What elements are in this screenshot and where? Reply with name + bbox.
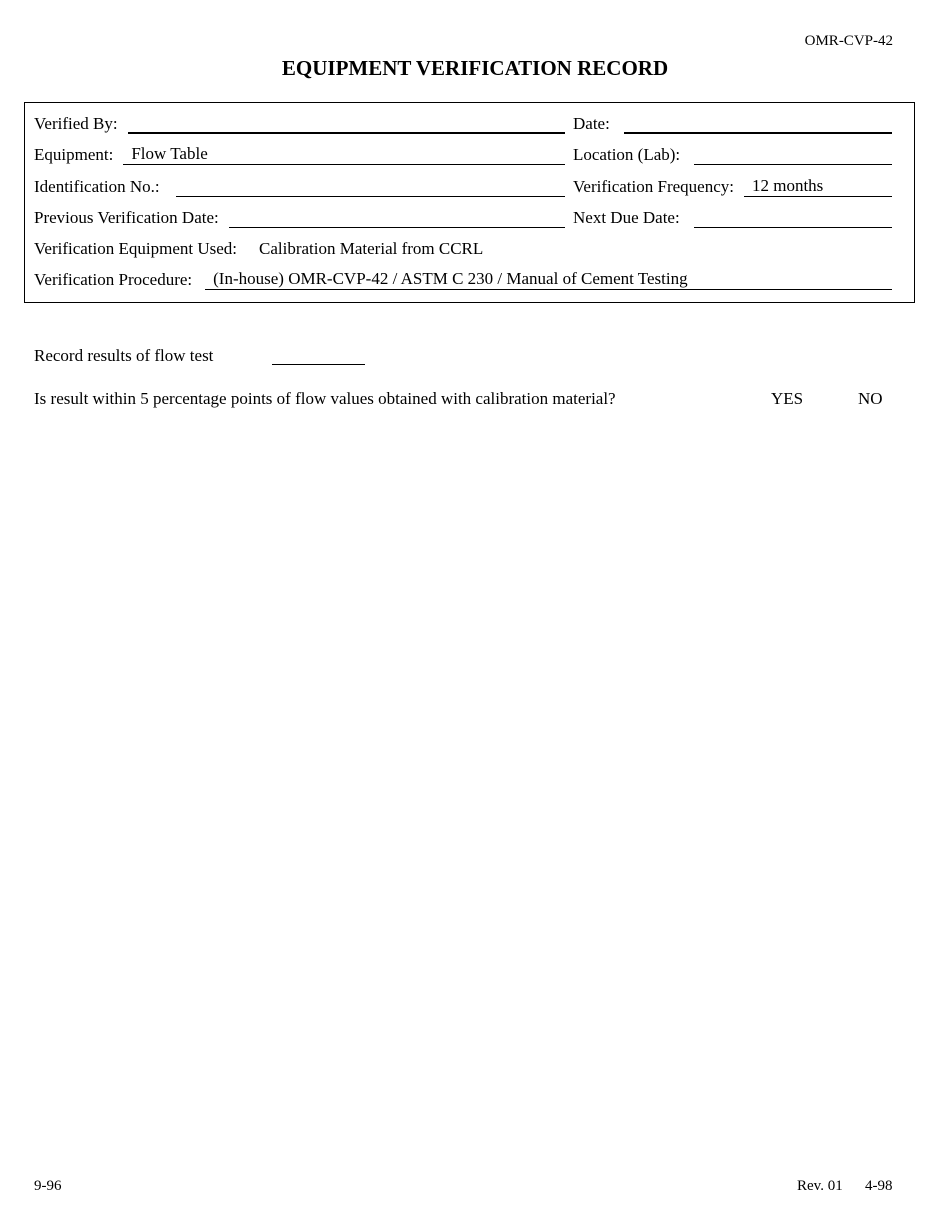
procedure-field[interactable]: (In-house) OMR-CVP-42 / ASTM C 230 / Manual of Cement Testing	[205, 269, 892, 290]
location-label: Location (Lab):	[573, 145, 681, 164]
equipment-used-value: Calibration Material from CCRL	[259, 239, 484, 258]
frequency-label: Verification Frequency:	[573, 177, 734, 196]
date-row	[573, 114, 892, 134]
frequency-row	[573, 177, 892, 197]
flow-test-label: Record results of flow test	[34, 346, 214, 365]
equipment-row	[34, 145, 565, 165]
footer-code: 9-96	[34, 1178, 62, 1194]
previous-date-field[interactable]	[229, 207, 565, 228]
no-option[interactable]: NO	[858, 389, 883, 408]
next-due-field[interactable]	[694, 207, 892, 228]
revision-number: Rev. 01	[797, 1178, 843, 1194]
location-row	[573, 145, 892, 165]
identification-row	[34, 177, 565, 197]
identification-label: Identification No.:	[34, 177, 160, 196]
flow-test-field[interactable]	[272, 363, 365, 365]
previous-date-row	[34, 208, 565, 228]
form-code: OMR-CVP-42	[804, 33, 893, 49]
equipment-used-row	[34, 239, 892, 259]
page-title: EQUIPMENT VERIFICATION RECORD	[281, 56, 669, 80]
equipment-field[interactable]: Flow Table	[123, 144, 565, 165]
next-due-label: Next Due Date:	[573, 208, 680, 227]
procedure-label: Verification Procedure:	[34, 270, 193, 289]
location-field[interactable]	[694, 144, 892, 165]
yes-option[interactable]: YES	[771, 389, 804, 408]
equipment-used-label: Verification Equipment Used:	[34, 239, 238, 258]
date-label: Date:	[573, 114, 610, 133]
verified-by-row	[34, 114, 565, 134]
next-due-row	[573, 208, 892, 228]
procedure-row	[34, 270, 892, 290]
revision-date: 4-98	[865, 1178, 893, 1194]
frequency-field[interactable]: 12 months	[744, 176, 892, 197]
verified-by-field[interactable]	[128, 112, 565, 134]
equipment-label: Equipment:	[34, 145, 114, 164]
date-field[interactable]	[624, 112, 892, 134]
verified-by-label: Verified By:	[34, 114, 118, 133]
identification-field[interactable]	[176, 176, 565, 197]
previous-date-label: Previous Verification Date:	[34, 208, 219, 227]
calibration-question: Is result within 5 percentage points of flow values obtained with calibration material?	[34, 389, 616, 408]
